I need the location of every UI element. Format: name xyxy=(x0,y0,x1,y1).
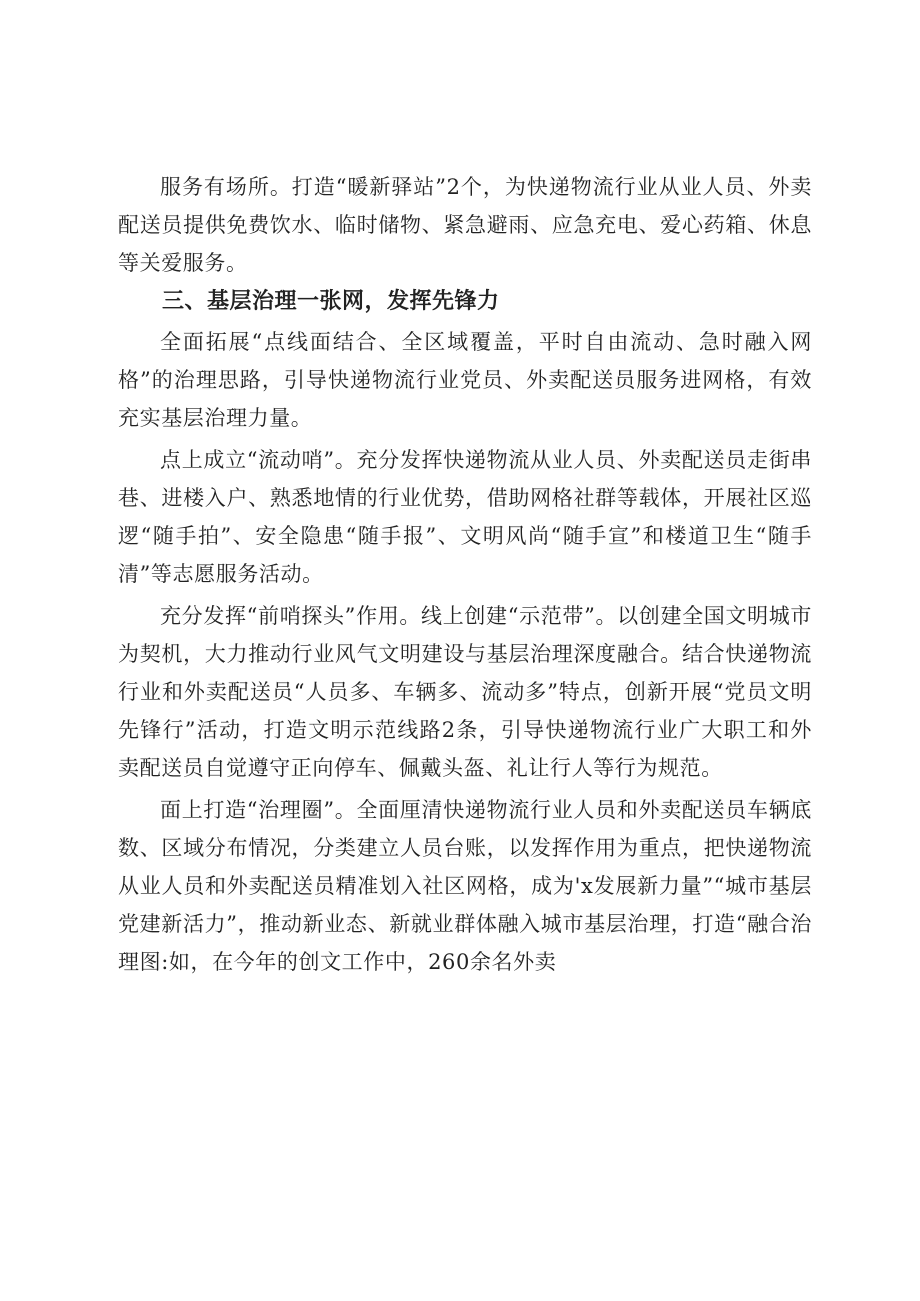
paragraph-governance-approach: 全面拓展“点线面结合、全区域覆盖，平时自由流动、急时融入网格”的治理思路，引导快递物流行业党员、外卖配送员服务进网格，有效充实基层治理力量。 xyxy=(118,330,812,430)
paragraph-mobile-sentinel: 点上成立“流动哨”。充分发挥快递物流从业人员、外卖配送员走街串巷、进楼入户、熟悉地情的行业优势，借助网格社群等载体，开展社区巡逻“随手拍”、安全隐患“随手报”、文明风尚“随手宣”和楼道卫生“随手清”等志愿服务活动。 xyxy=(118,448,812,586)
paragraph-service-venue: 服务有场所。打造“暖新驿站”2个，为快递物流行业从业人员、外卖配送员提供免费饮水、临时储物、紧急避雨、应急充电、爱心药箱、休息等关爱服务。 xyxy=(118,175,812,275)
paragraph-governance-circle: 面上打造“治理圈”。全面厘清快递物流行业人员和外卖配送员车辆底数、区域分布情况，分类建立人员台账，以发挥作用为重点，把快递物流从业人员和外卖配送员精准划入社区网格，成为'x发展新力量”“城市基层党建新活力”，推动新业态、新就业群体融入城市基层治理，打造“融合治理图:如，在今年的创文工作中，260余名外卖 xyxy=(118,798,812,974)
paragraph-demonstration-belt: 充分发挥“前哨探头”作用。线上创建“示范带”。以创建全国文明城市为契机，大力推动行业风气文明建设与基层治理深度融合。结合快递物流行业和外卖配送员“人员多、车辆多、流动多”特点，创新开展“党员文明先锋行”活动，打造文明示范线路2条，引导快递物流行业广大职工和外卖配送员自觉遵守正向停车、佩戴头盔、礼让行人等行为规范。 xyxy=(118,604,812,780)
document-body xyxy=(118,168,812,981)
section-heading: 三、基层治理一张网，发挥先锋力 xyxy=(162,289,500,314)
